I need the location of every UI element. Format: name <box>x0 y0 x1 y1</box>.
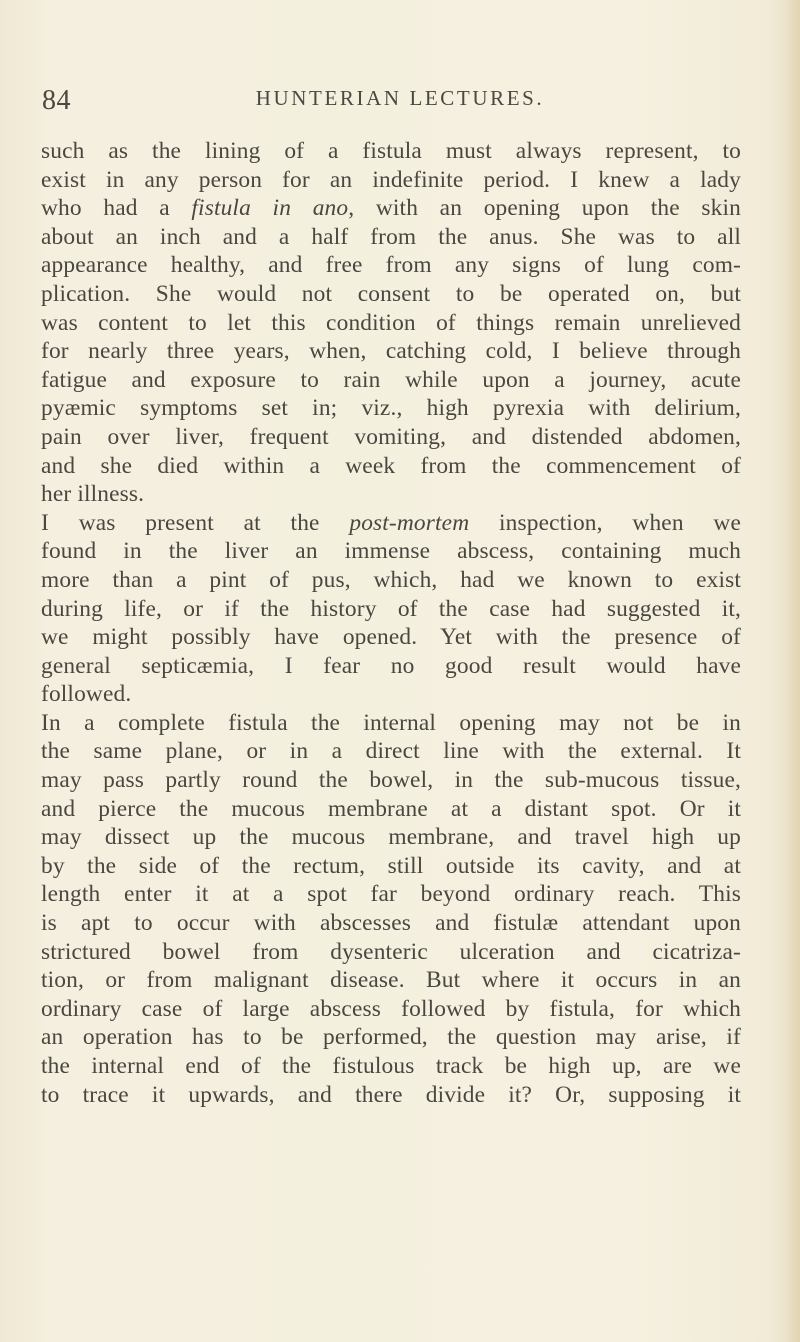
text-line: the internal end of the fistulous track be high up, are we <box>41 1053 741 1079</box>
text-line: exist in any person for an indefinite period. I knew a lady <box>41 166 741 193</box>
text-line: and she died within a week from the commencement of <box>41 452 741 479</box>
text-line: I was present at the post-mortem inspection, when we <box>41 509 741 536</box>
text-line: we might possibly have opened. Yet with the presence of <box>41 624 741 651</box>
text-line: who had a fistula in ano, with an opening upon the skin <box>41 195 741 222</box>
text-line: fatigue and exposure to rain while upon a journey, acute <box>41 366 741 393</box>
text-line: such as the lining of a fistula must always represent, to <box>41 138 741 164</box>
text-line: to trace it upwards, and there divide it? Or, supposing it <box>41 1081 741 1108</box>
text-line: was content to let this condition of things remain unrelieved <box>41 309 741 336</box>
text-line: pain over liver, frequent vomiting, and distended abdomen, <box>41 423 741 450</box>
text-line: length enter it at a spot far beyond ordinary reach. This <box>41 881 741 908</box>
text-line: about an inch and a half from the anus. She was to all <box>41 223 741 250</box>
text-line: an operation has to be performed, the question may arise, if <box>41 1024 741 1051</box>
text-line: followed. <box>41 681 132 708</box>
page-header <box>0 82 800 122</box>
italic-phrase: fistula in ano <box>191 195 349 222</box>
text-line: pyæmic symptoms set in; viz., high pyrexia with delirium, <box>41 395 741 422</box>
text-line: may dissect up the mucous membrane, and travel high up <box>41 824 741 851</box>
running-head: HUNTERIAN LECTURES. <box>255 86 545 110</box>
text-line: tion, or from malignant disease. But where it occurs in an <box>41 967 741 994</box>
text-line: and pierce the mucous membrane at a distant spot. Or it <box>41 795 741 822</box>
page-edge-shadow <box>786 0 800 1342</box>
text-line: plication. She would not consent to be operated on, but <box>41 280 741 307</box>
text-line: general septicæmia, I fear no good result would have <box>41 652 741 679</box>
text-line: more than a pint of pus, which, had we known to exist <box>41 566 741 593</box>
text-line: her illness. <box>41 481 145 508</box>
text-line: strictured bowel from dysenteric ulceration and cicatriza- <box>41 938 741 965</box>
body-text <box>41 137 741 1109</box>
text-line: ordinary case of large abscess followed by fistula, for which <box>41 995 741 1022</box>
italic-phrase: post-mortem <box>349 509 470 536</box>
text-line: by the side of the rectum, still outside its cavity, and at <box>41 852 741 879</box>
text-line: In a complete fistula the internal opening may not be in <box>41 709 741 736</box>
text-line: found in the liver an immense abscess, containing much <box>41 538 741 565</box>
text-line: is apt to occur with abscesses and fistulæ attendant upon <box>41 910 741 937</box>
text-line: appearance healthy, and free from any signs of lung com- <box>41 252 741 279</box>
text-line: the same plane, or in a direct line with the external. It <box>41 738 741 765</box>
text-line: for nearly three years, when, catching cold, I believe through <box>41 338 741 365</box>
text-line: may pass partly round the bowel, in the sub-mucous tissue, <box>41 767 741 794</box>
text-line: during life, or if the history of the case had suggested it, <box>41 595 741 622</box>
page-number: 84 <box>42 85 71 116</box>
